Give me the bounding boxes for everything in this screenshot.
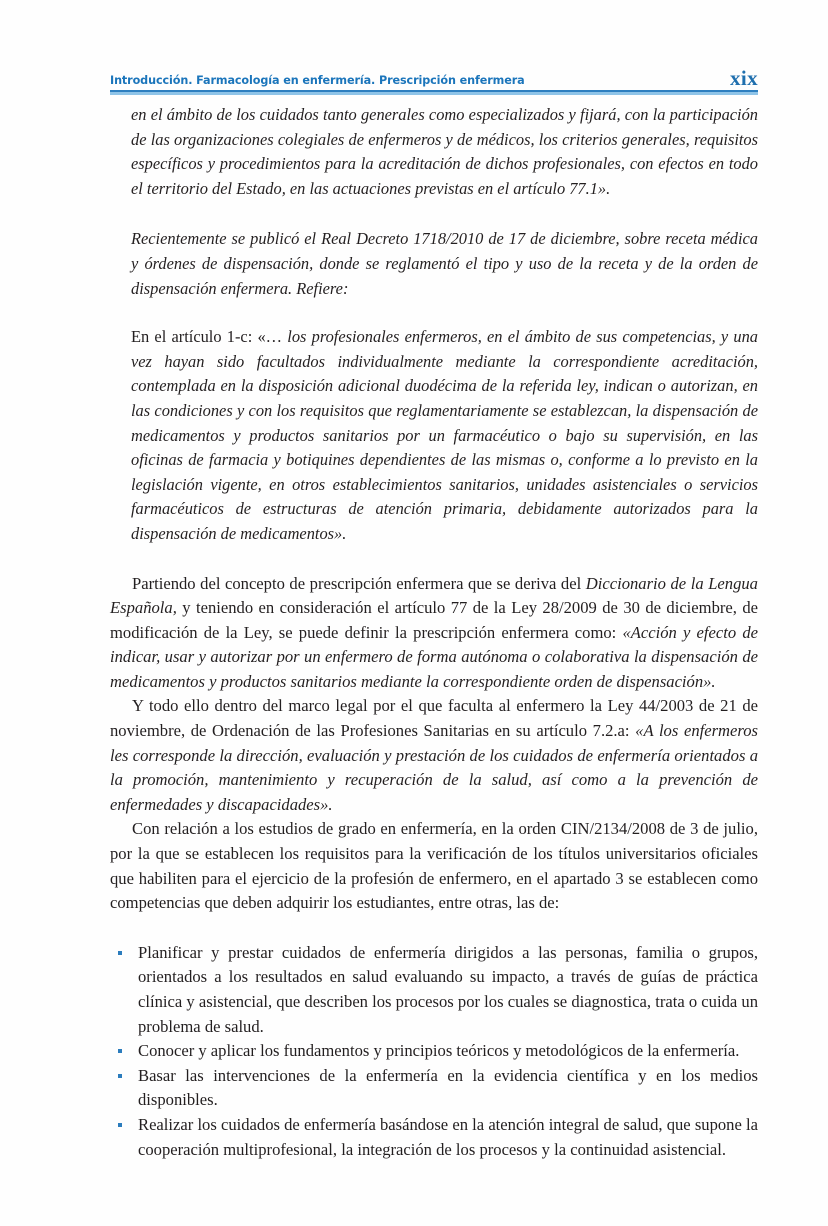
extract-3-quotation: los profesionales enfermeros, en el ámbito de sus competencias, y una vez hayan sido facultados individualmente mediante la correspondiente acreditación, contemplada en la disposición adicional duodécima de la referida ley, indican o autorizan, en las condiciones y con los requisitos que reglamentariamente se establezcan, la dispensación de medicamentos y productos sanitarios por un farmacéutico o bajo su supervisión, en las oficinas de farmacia y botiquines dependientes de las mismas o, conforme a lo previsto en la legislación vigente, en otros establecimientos sanitarios, unidades asistenciales o servicios farmacéuticos de estructuras de atención primaria, debidamente autorizados para la dispensación de medicamentos».: [131, 327, 758, 543]
list-item: [110, 1039, 758, 1064]
list-item-text: Basar las intervenciones de la enfermería en la evidencia científica y en los medios disponibles.: [138, 1065, 758, 1110]
list-item-text: Conocer y aplicar los fundamentos y principios teóricos y metodológicos de la enfermería.: [138, 1041, 740, 1061]
header-rule-secondary: [110, 92, 758, 94]
extract-paragraph-3: [131, 325, 758, 546]
extract-paragraph-2: Recientemente se publicó el Real Decreto 1718/2010 de 17 de diciembre, sobre receta médica y órdenes de dispensación, donde se reglamentó el tipo y uso de la receta y de la orden de dispensación enfermera. Refiere:: [131, 229, 758, 298]
body-paragraph-4: [110, 572, 758, 695]
list-item: [110, 1064, 758, 1113]
par-4-definition-quote: «Acción y efecto de indicar, usar y autorizar por un enfermero de forma autónoma o colaborativa la dispensación de medicamentos y productos sanitarios mediante la correspondiente orden de dispensación».: [110, 622, 758, 691]
par-5-segment-a: Y todo ello dentro del marco legal por el que faculta al enfermero la Ley 44/2003 de 21 de noviembre, de Ordenación de las Profesiones Sanitarias en su artículo 7.2.a:: [110, 696, 758, 741]
extract-paragraph-1: en el ámbito de los cuidados tanto generales como especializados y fijará, con la participación de las organizaciones colegiales de enfermeros y de médicos, los criterios generales, requisitos específicos y procedimientos para la acreditación de dichos profesionales, con efectos en todo el territorio del Estado, en las actuaciones previstas en el artículo 77.1».: [131, 105, 758, 198]
body-paragraph-5: [110, 694, 758, 817]
par-4-segment-a: Partiendo del concepto de prescripción enfermera que se deriva del: [132, 573, 586, 593]
bullet-square-icon: [118, 951, 122, 955]
list-item-text: Planificar y prestar cuidados de enfermería dirigidos a las personas, familia o grupos, orientados a los resultados en salud evaluando su impacto, a través de guías de práctica clínica y asistencial, que describen los procesos por los cuales se diagnostica, trata o cuida un problema de salud.: [138, 942, 758, 1036]
competencies-list: [110, 941, 758, 1162]
body-paragraph-6: Con relación a los estudios de grado en enfermería, en la orden CIN/2134/2008 de 3 de julio, por la que se establecen los requisitos para la verificación de los títulos universitarios oficiales que habiliten para el ejercicio de la profesión de enfermero, en el apartado 3 se establecen como competencias que deben adquirir los estudiantes, entre otras, las de:: [110, 819, 758, 913]
bullet-square-icon: [118, 1123, 122, 1127]
bullet-square-icon: [118, 1049, 122, 1053]
list-item: [110, 1113, 758, 1162]
list-item-text: Realizar los cuidados de enfermería basándose en la atención integral de salud, que supone la cooperación multiprofesional, la integración de los procesos y la continuidad asistencial.: [138, 1114, 758, 1159]
header-rule: [110, 90, 758, 95]
running-header-title: Introducción. Farmacología en enfermería. Prescripción enfermera: [110, 73, 525, 87]
extract-3-lead-in: En el artículo 1-c: «…: [131, 327, 288, 347]
par-4-segment-b: y teniendo en consideración el artículo 77 de la Ley 28/2009 de 30 de diciembre, de modificación de la Ley, se puede definir la prescripción enfermera como:: [110, 598, 758, 642]
list-item: [110, 941, 758, 1039]
header-rule-primary: [110, 90, 758, 92]
text-column: [110, 103, 758, 1162]
page-number: xix: [729, 66, 758, 90]
par-5-law-quote: «A los enfermeros les corresponde la dirección, evaluación y prestación de los cuidados de enfermería orientados a la promoción, mantenimiento y recuperación de la salud, así como a la prevención de enfermedades y discapacidades».: [110, 721, 758, 814]
running-header: [110, 63, 758, 90]
bullet-square-icon: [118, 1074, 122, 1078]
par-4-title-reference: Diccionario de la Lengua Española,: [110, 573, 758, 618]
